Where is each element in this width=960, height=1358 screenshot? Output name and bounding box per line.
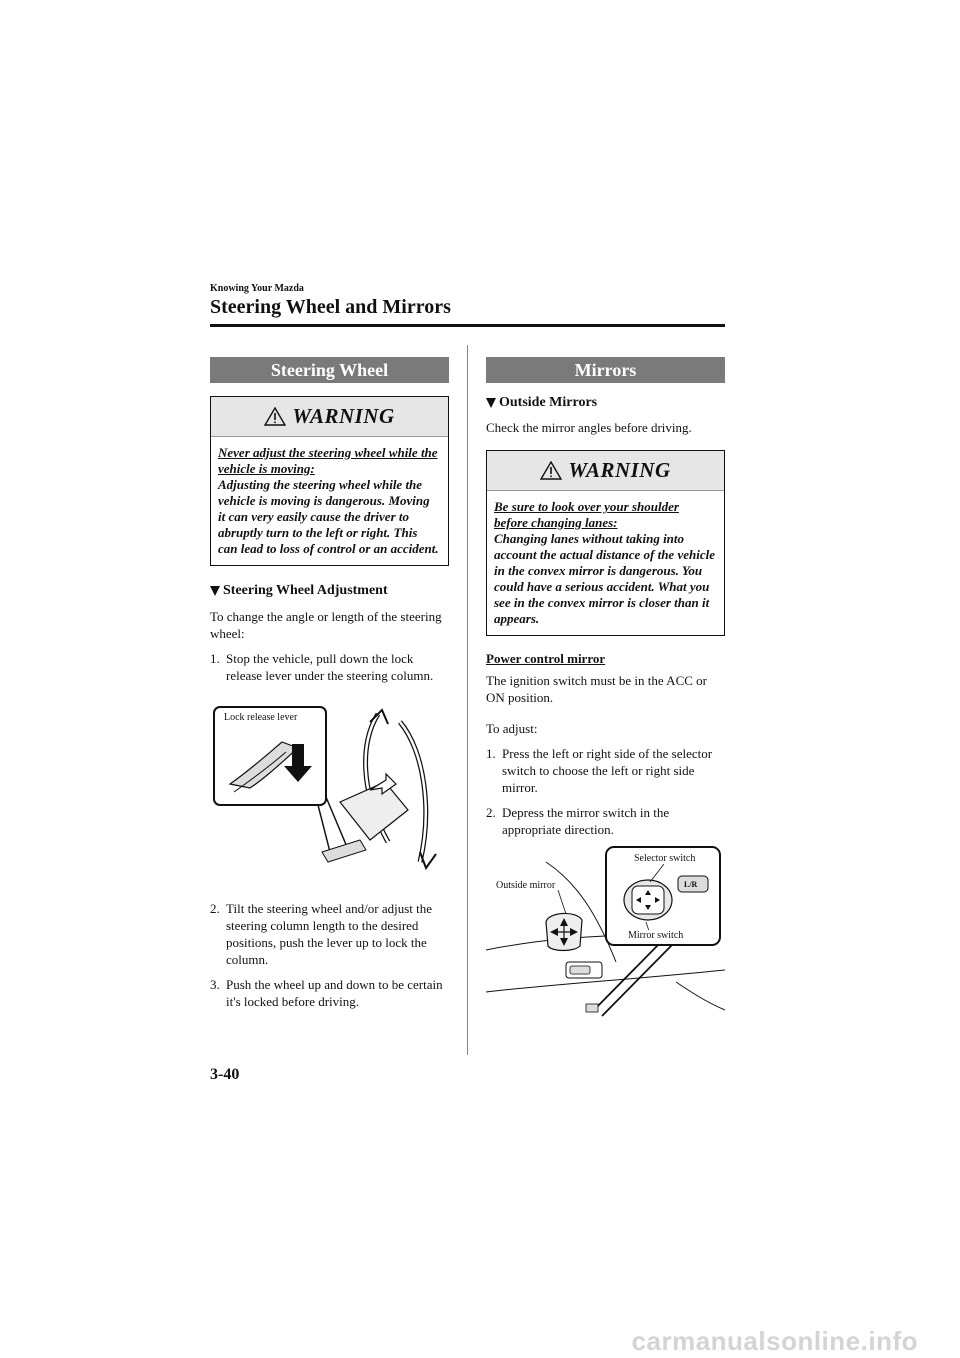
label-selector-switch: Selector switch [634,853,696,864]
section-title-steering-wheel: Steering Wheel [210,357,449,383]
steps-list-a [210,650,449,684]
steering-illustration [210,702,449,872]
subsection-label: Outside Mirrors [499,395,598,410]
list-item [210,900,449,968]
steps-list-b [210,900,449,1010]
list-item [486,745,725,796]
right-column [486,357,725,1018]
step-number: 1. [486,746,496,761]
warning-box-mirrors [486,450,725,636]
step-text: Stop the vehicle, pull down the lock release lever under the steering column. [226,651,434,683]
list-item [486,804,725,838]
label-mirror-switch: Mirror switch [628,930,684,941]
warning-lead: Be sure to look over your shoulder before changing lanes: [494,499,679,530]
step-text: Press the left or right side of the selector switch to choose the left or right side mirror. [502,746,713,795]
watermark: carmanualsonline.info [631,1326,918,1356]
warning-title: WARNING [292,404,395,428]
subsection-label: Steering Wheel Adjustment [223,583,388,598]
warning-triangle-icon [264,407,286,426]
warning-text: Adjusting the steering wheel while the vehicle is moving is dangerous. Moving it can very easily cause the driver to abruptly turn to the left or right. This can lead to loss of control or an accident. [218,477,439,556]
label-outside-mirror: Outside mirror [496,880,556,891]
steps-list-mirrors [486,745,725,838]
step-text: Depress the mirror switch in the appropriate direction. [502,805,670,837]
page-title: Steering Wheel and Mirrors [210,296,451,318]
column-divider [467,345,468,1055]
label-lock-release-lever: Lock release lever [224,712,298,723]
warning-body [211,437,448,565]
figure-steering-wheel [210,702,449,872]
warning-lead: Never adjust the steering wheel while the vehicle is moving: [218,445,438,476]
intro-text: To change the angle or length of the steering wheel: [210,609,442,641]
step-number: 3. [210,977,220,992]
page-number: 3-40 [210,1066,240,1083]
subsection-heading [486,394,725,411]
power-mirror-text: The ignition switch must be in the ACC or ON position. [486,673,707,705]
warning-header [487,451,724,491]
triangle-bullet-icon [486,398,496,408]
power-mirror-heading: Power control mirror [486,651,606,666]
list-item [210,650,449,684]
step-text: Tilt the steering wheel and/or adjust the steering column length to the desired positions, push the lever up to lock the column. [226,901,433,967]
step-number: 2. [486,805,496,820]
header-rule [210,324,725,327]
list-item [210,976,449,1010]
warning-header [211,397,448,437]
figure-mirror-switch [486,842,725,1018]
warning-body [487,491,724,635]
section-title-mirrors: Mirrors [486,357,725,383]
step-number: 1. [210,651,220,666]
step-number: 2. [210,901,220,916]
warning-box-steering [210,396,449,566]
warning-text: Changing lanes without taking into account the actual distance of the vehicle in the convex mirror is dangerous. You could have a serious accident. What you see in the convex mirror is closer than it appears. [494,531,715,626]
selector-lr-glyph: L/R [684,880,698,889]
chapter-kicker: Knowing Your Mazda [210,283,304,294]
intro-text: Check the mirror angles before driving. [486,420,692,435]
mirror-switch-illustration [486,842,725,1018]
warning-triangle-icon [540,461,562,480]
triangle-bullet-icon [210,586,220,596]
step-text: Push the wheel up and down to be certain it's locked before driving. [226,977,443,1009]
left-column [210,357,449,1010]
warning-title: WARNING [568,458,671,482]
adjust-label: To adjust: [486,721,538,736]
subsection-heading [210,582,449,599]
